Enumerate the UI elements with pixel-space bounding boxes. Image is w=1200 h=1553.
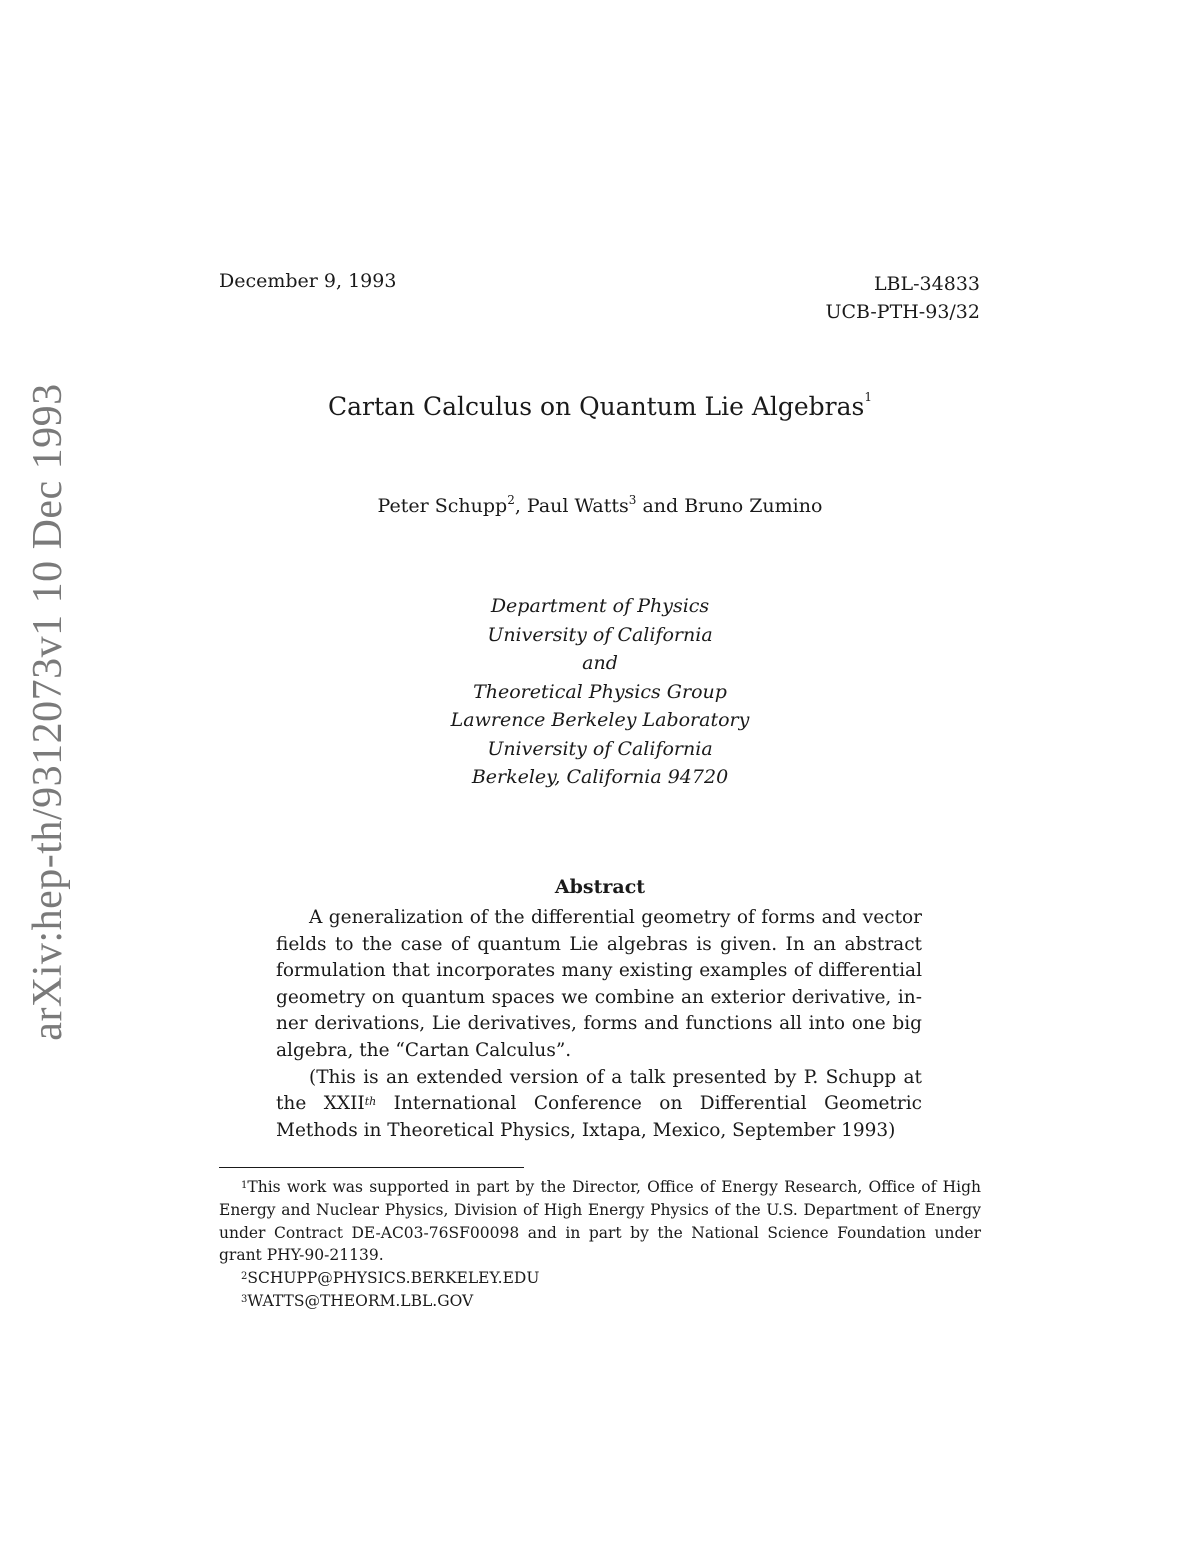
author-name: Peter Schupp xyxy=(377,495,508,517)
author-mark: 3 xyxy=(628,493,637,507)
footnote xyxy=(219,1290,981,1313)
affiliation-line: Theoretical Physics Group xyxy=(473,680,727,703)
abstract-paragraph: A generalization of the differential geometry of forms and vector fields to the case of quantum Lie algebras is given. In an abstract formulation that incorporates many existing examples of differential geometry on quantum spaces we combine an exterior derivative, inner derivations, Lie derivatives, forms and functions all into one big algebra, the “Cartan Calculus”. xyxy=(276,907,922,1061)
abstract-text: International Conference on Differential Geometric Methods in Theoretical Physics, Ixtapa, Mexico, September 1993) xyxy=(276,1093,922,1141)
author-name: Paul Watts xyxy=(526,495,629,517)
author-separator: and xyxy=(636,495,685,517)
affiliation-line: Department of Physics xyxy=(490,595,710,617)
affiliation-line: Lawrence Berkeley Laboratory xyxy=(450,709,750,731)
footnote-email: SCHUPP@PHYSICS.BERKELEY.EDU xyxy=(247,1269,540,1288)
footnote-mark: 3 xyxy=(241,1293,248,1305)
footnote xyxy=(219,1267,981,1290)
ordinal-superscript: th xyxy=(364,1095,377,1109)
author-name: Bruno Zumino xyxy=(684,495,823,517)
abstract-body xyxy=(276,905,922,1144)
title-footnote-mark: 1 xyxy=(864,390,872,404)
abstract-heading: Abstract xyxy=(554,876,646,898)
footnote-mark: 2 xyxy=(241,1271,248,1283)
affiliation-line: University of California xyxy=(487,623,713,646)
report-number: LBL-34833 xyxy=(873,273,980,295)
affiliation-line: and xyxy=(582,652,618,674)
affiliation xyxy=(0,592,1200,792)
abstract-paragraph xyxy=(276,1065,922,1145)
affiliation-line: University of California xyxy=(487,737,713,760)
footnotes xyxy=(219,1176,981,1313)
title-text: Cartan Calculus on Quantum Lie Algebras xyxy=(327,392,865,421)
footnote-email: WATTS@THEORM.LBL.GOV xyxy=(247,1291,474,1310)
footnote-rule xyxy=(219,1167,524,1168)
footnote-text: This work was supported in part by the Director, Office of Energy Research, Office of High Energy and Nuclear Physics, Division of High Energy Physics of the U.S. Department of Energy under Contract DE-AC03-76SF00098 and in part by the National Science Foundation under grant PHY-90-21139. xyxy=(219,1178,981,1265)
report-numbers xyxy=(826,270,981,326)
author-separator: , xyxy=(514,495,527,517)
footnote-mark: 1 xyxy=(241,1180,248,1191)
date: December 9, 1993 xyxy=(219,270,397,292)
affiliation-line: Berkeley, California 94720 xyxy=(471,766,729,788)
author-mark: 2 xyxy=(507,493,515,507)
report-number: UCB-PTH-93/32 xyxy=(825,301,980,323)
paper-title xyxy=(0,392,1200,421)
authors xyxy=(0,495,1200,517)
abstract-text: (This is an extended version of a talk presented by P. Schupp at the XXII xyxy=(276,1066,922,1115)
footnote xyxy=(219,1176,981,1267)
arxiv-stamp-text: arXiv:hep-th/9312073v1 10 Dec 1993 xyxy=(25,383,71,1041)
